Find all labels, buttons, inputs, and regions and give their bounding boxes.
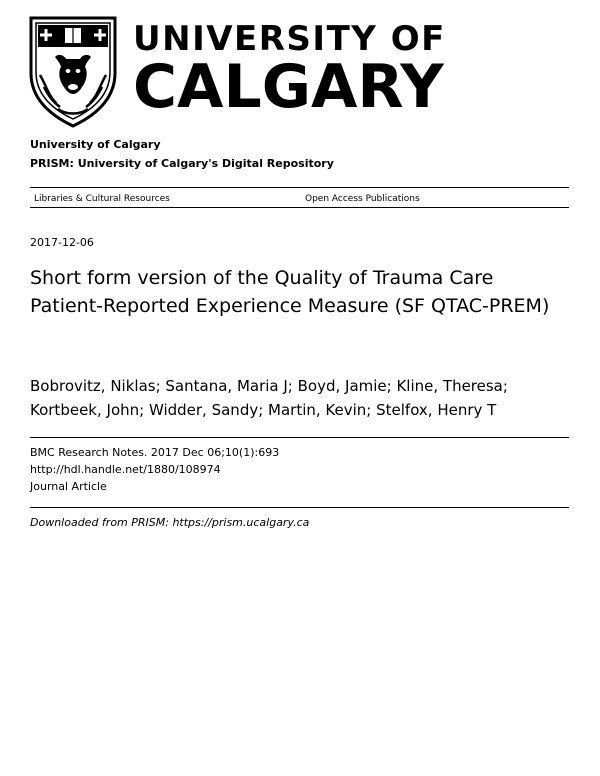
institution-name: University of Calgary [30,138,161,151]
author-list: Bobrovitz, Niklas; Santana, Maria J; Boyd, Jamie; Kline, Theresa; Kortbeek, John; Widder, Sandy; Martin, Kevin; Stelfox, Henry T [30,377,508,419]
divider-metadata-bottom [30,507,569,508]
item-type: Journal Article [30,480,107,493]
wordmark-university-of: UNIVERSITY OF [133,19,446,59]
wordmark-calgary: CALGARY [133,52,444,122]
document-title: Short form version of the Quality of Trauma Care Patient-Reported Experience Measure (SF QTAC-PREM) [30,267,550,317]
handle-link[interactable]: http://hdl.handle.net/1880/108974 [30,463,221,476]
breadcrumb-subcollection-link[interactable]: Open Access Publications [305,194,420,204]
divider-breadcrumb [30,207,569,208]
divider-top [30,187,569,188]
download-note: Downloaded from PRISM: https://prism.ucalgary.ca [30,516,310,529]
divider-metadata-top [30,437,569,438]
repository-name: PRISM: University of Calgary's Digital Repository [30,157,334,170]
citation-text: BMC Research Notes. 2017 Dec 06;10(1):693 [30,446,280,459]
university-crest-logo [28,15,118,129]
publication-date: 2017-12-06 [30,236,94,249]
breadcrumb-collection-link[interactable]: Libraries & Cultural Resources [34,194,170,204]
